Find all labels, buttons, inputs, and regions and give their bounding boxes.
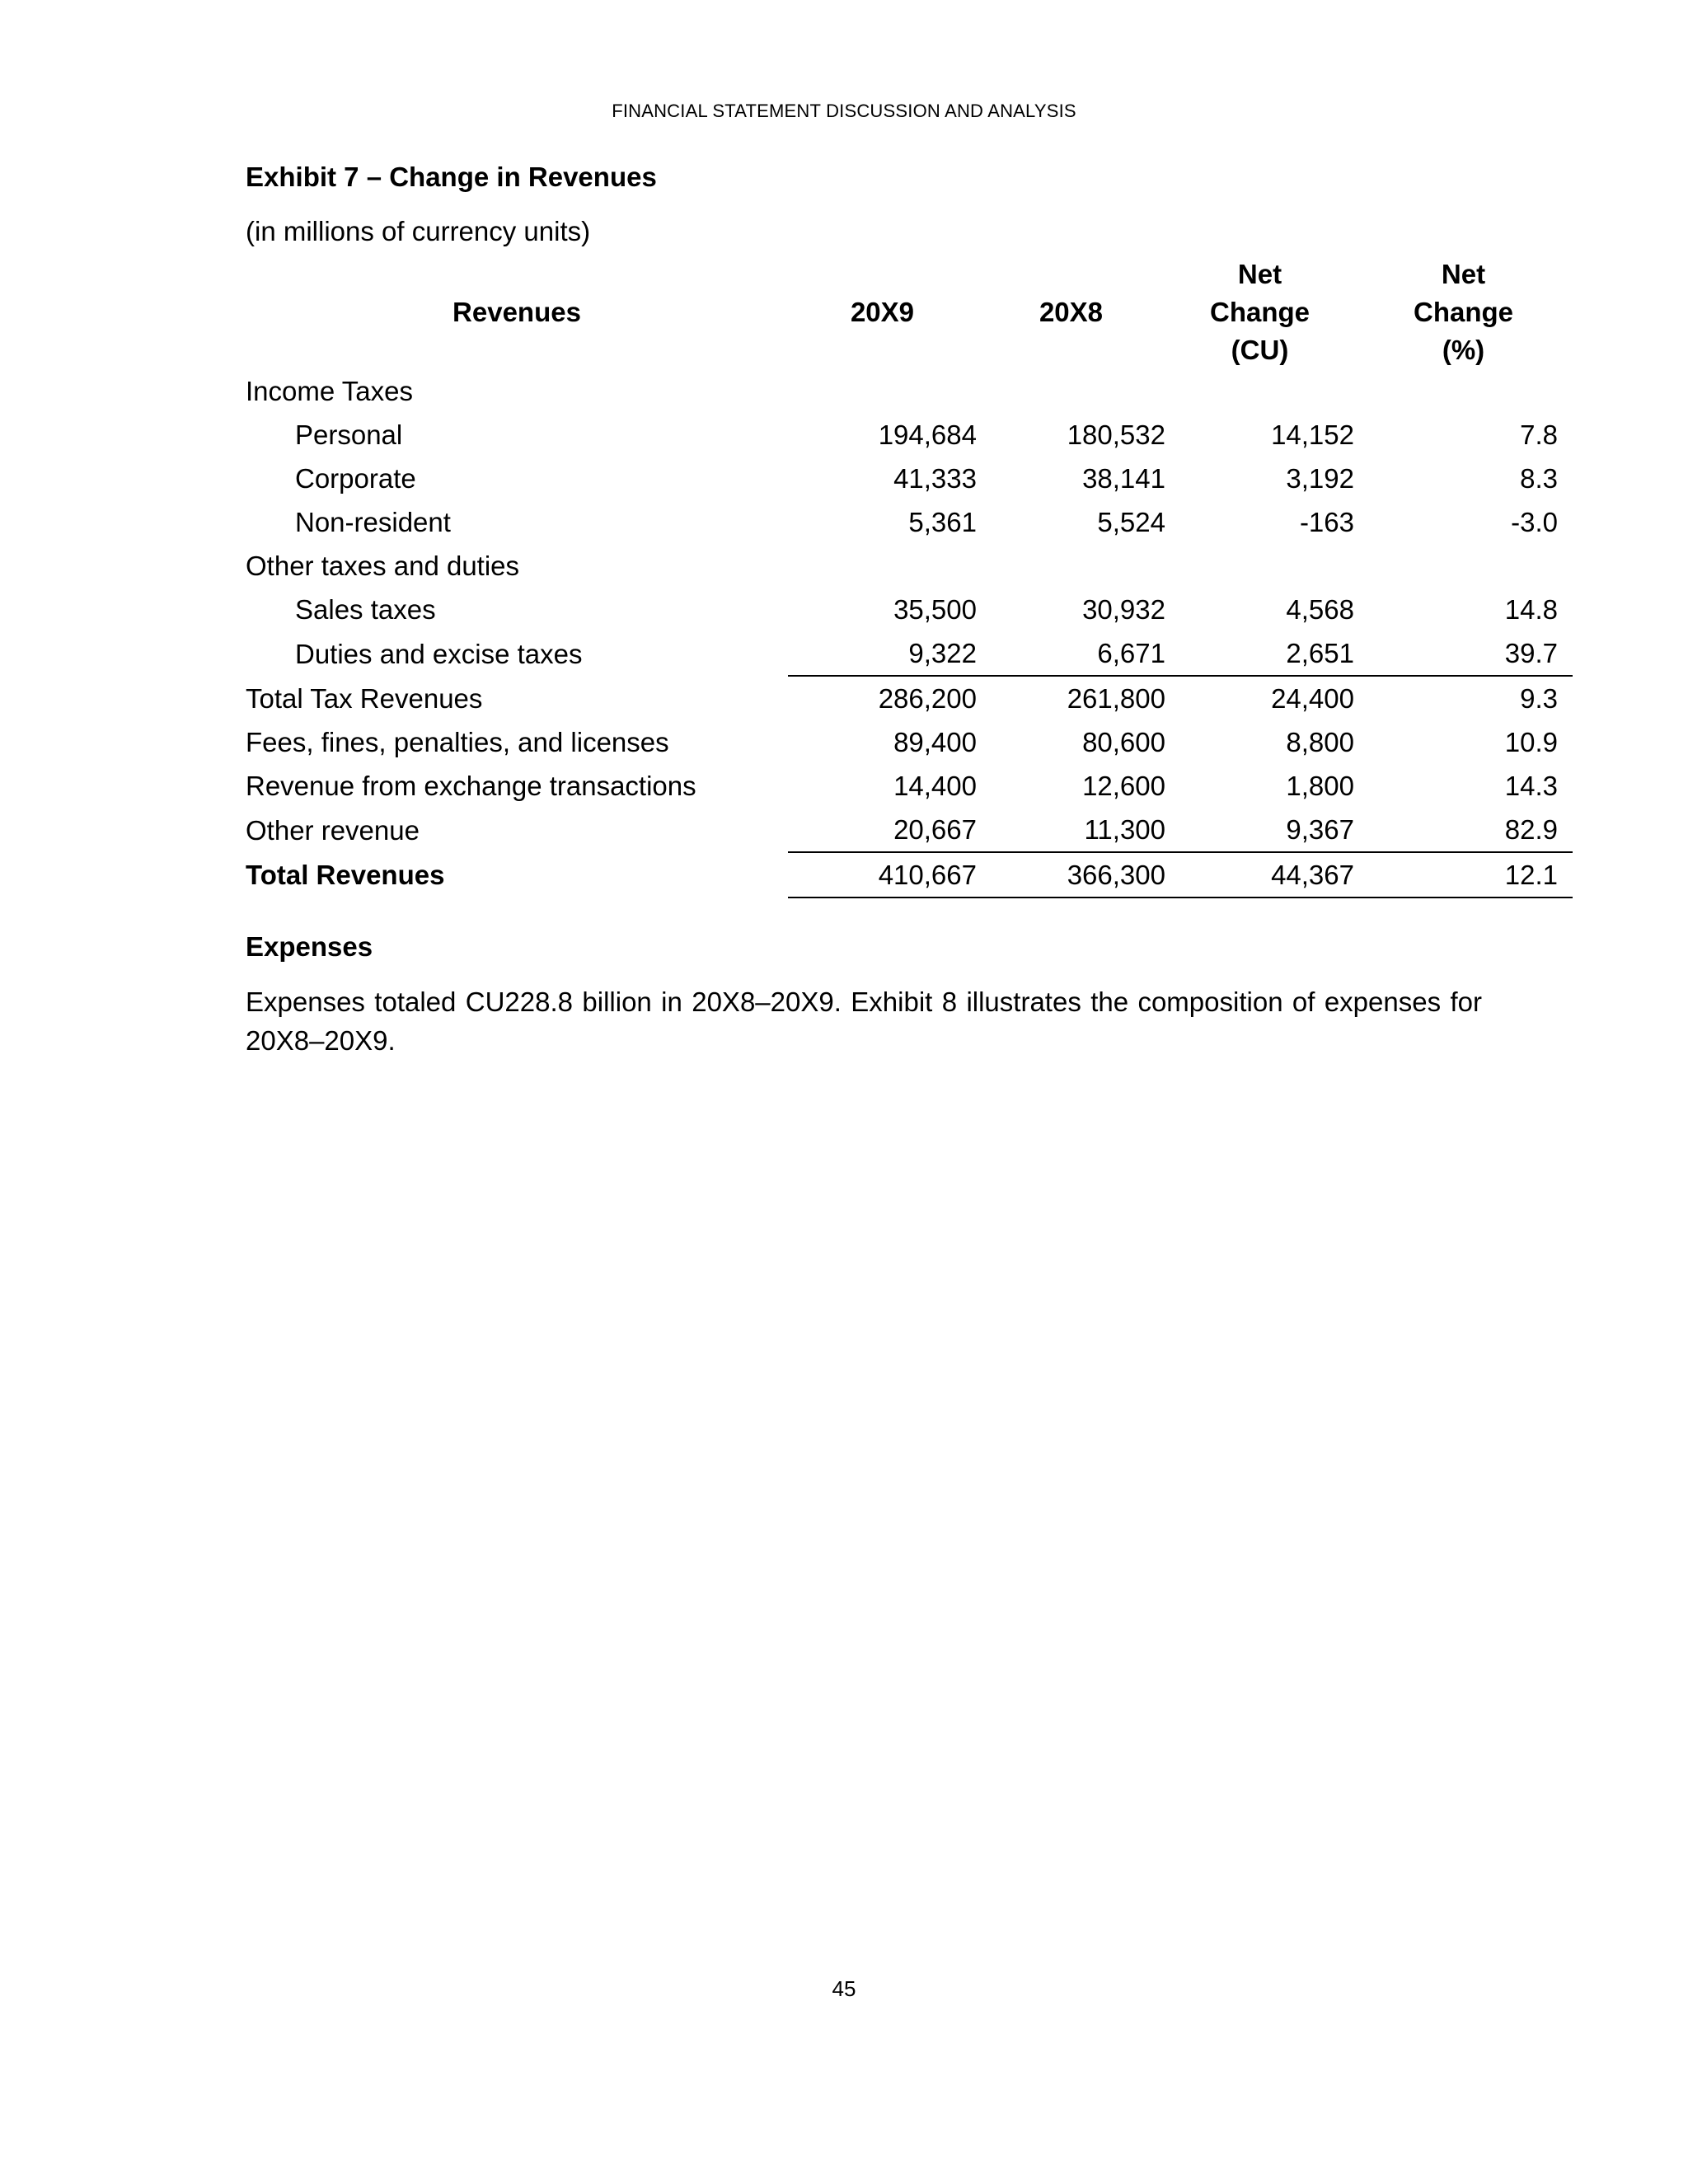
table-header-row xyxy=(246,255,1573,369)
row-label: Other revenue xyxy=(246,814,420,846)
cell-net-pct: 14.3 xyxy=(1504,771,1558,801)
row-label: Personal xyxy=(295,419,403,450)
cell-20x9 xyxy=(788,369,977,413)
cell-20x9: 35,500 xyxy=(893,594,977,625)
row-label: Total Revenues xyxy=(246,860,445,890)
cell-net-pct: 12.1 xyxy=(1354,852,1573,898)
cell-20x8: 11,300 xyxy=(977,808,1165,852)
cell-net-pct: -3.0 xyxy=(1511,507,1558,537)
table-row xyxy=(246,764,1573,808)
cell-20x9: 20,667 xyxy=(788,808,977,852)
cell-net-cu: 44,367 xyxy=(1165,852,1354,898)
cell-net-cu: 4,568 xyxy=(1286,594,1354,625)
col-header-line: Net xyxy=(1237,259,1282,289)
cell-20x9: 410,667 xyxy=(788,852,977,898)
col-header-line: Change xyxy=(1413,297,1513,327)
cell-net-cu: 1,800 xyxy=(1286,771,1354,801)
cell-net-pct xyxy=(1354,369,1573,413)
table-row-total xyxy=(246,852,1573,898)
col-header-net-change-cu xyxy=(1165,255,1354,369)
cell-20x9: 194,684 xyxy=(878,419,977,450)
cell-net-cu: 24,400 xyxy=(1271,683,1354,714)
cell-20x8: 180,532 xyxy=(1067,419,1165,450)
page-number: 45 xyxy=(832,1976,856,2001)
cell-20x8 xyxy=(977,369,1165,413)
row-label: Revenue from exchange transactions xyxy=(246,771,696,801)
row-label: Corporate xyxy=(295,463,416,494)
table-row xyxy=(246,500,1573,544)
cell-20x8: 80,600 xyxy=(1082,727,1165,757)
cell-net-pct: 82.9 xyxy=(1354,808,1573,852)
table-row xyxy=(246,631,1573,676)
cell-net-pct: 10.9 xyxy=(1504,727,1558,757)
table-row xyxy=(246,676,1573,720)
cell-20x9: 89,400 xyxy=(893,727,977,757)
col-header-line: Net xyxy=(1441,259,1486,289)
cell-20x9: 14,400 xyxy=(893,771,977,801)
cell-net-cu: 3,192 xyxy=(1286,463,1354,494)
cell-20x9 xyxy=(788,544,977,588)
row-label: Other taxes and duties xyxy=(246,551,520,581)
col-header-revenues: Revenues xyxy=(452,297,581,327)
row-label: Duties and excise taxes xyxy=(295,638,583,669)
table-row xyxy=(246,588,1573,631)
cell-20x9: 41,333 xyxy=(893,463,977,494)
row-label: Fees, fines, penalties, and licenses xyxy=(246,727,669,757)
table-row xyxy=(246,369,1573,413)
expenses-heading: Expenses xyxy=(246,931,373,962)
col-header-20x9: 20X9 xyxy=(850,297,915,327)
cell-net-pct: 39.7 xyxy=(1354,631,1573,676)
cell-20x8: 30,932 xyxy=(1082,594,1165,625)
cell-net-cu: -163 xyxy=(1299,507,1354,537)
cell-net-pct: 7.8 xyxy=(1520,419,1558,450)
cell-20x9: 5,361 xyxy=(908,507,977,537)
cell-20x8: 12,600 xyxy=(1082,771,1165,801)
cell-20x8: 6,671 xyxy=(977,631,1165,676)
col-header-net-change-pct xyxy=(1354,255,1573,369)
row-label: Income Taxes xyxy=(246,376,413,406)
table-row xyxy=(246,720,1573,764)
cell-net-pct: 8.3 xyxy=(1520,463,1558,494)
cell-net-cu xyxy=(1165,369,1354,413)
cell-net-pct: 14.8 xyxy=(1504,594,1558,625)
row-label: Total Tax Revenues xyxy=(246,682,483,714)
expenses-paragraph: Expenses totaled CU228.8 billion in 20X8–20X9. Exhibit 8 illustrates the composition of expenses for 20X8–20X9. xyxy=(246,987,1482,1056)
col-header-20x8: 20X8 xyxy=(1039,297,1104,327)
col-header-line: (%) xyxy=(1442,335,1485,365)
running-header: FINANCIAL STATEMENT DISCUSSION AND ANALYSIS xyxy=(612,101,1076,121)
cell-20x8: 5,524 xyxy=(1097,507,1165,537)
row-label: Non-resident xyxy=(295,507,451,537)
row-label: Sales taxes xyxy=(295,594,436,625)
table-row xyxy=(246,457,1573,500)
revenues-table xyxy=(246,255,1573,898)
cell-20x8: 261,800 xyxy=(1067,683,1165,714)
cell-net-cu: 2,651 xyxy=(1165,631,1354,676)
col-header-line: (CU) xyxy=(1231,335,1289,365)
exhibit-subtitle: (in millions of currency units) xyxy=(246,216,591,246)
cell-net-cu: 9,367 xyxy=(1165,808,1354,852)
table-row xyxy=(246,413,1573,457)
table-row xyxy=(246,808,1573,852)
cell-20x8: 366,300 xyxy=(977,852,1165,898)
table-row xyxy=(246,544,1573,588)
cell-net-pct xyxy=(1354,544,1573,588)
exhibit-title: Exhibit 7 – Change in Revenues xyxy=(246,162,657,192)
col-header-line: Change xyxy=(1209,297,1310,327)
cell-20x9: 286,200 xyxy=(878,683,977,714)
cell-net-cu: 14,152 xyxy=(1271,419,1354,450)
cell-net-cu: 8,800 xyxy=(1286,727,1354,757)
cell-net-cu xyxy=(1165,544,1354,588)
cell-20x9: 9,322 xyxy=(788,631,977,676)
cell-20x8 xyxy=(977,544,1165,588)
cell-20x8: 38,141 xyxy=(1082,463,1165,494)
cell-net-pct: 9.3 xyxy=(1520,683,1558,714)
